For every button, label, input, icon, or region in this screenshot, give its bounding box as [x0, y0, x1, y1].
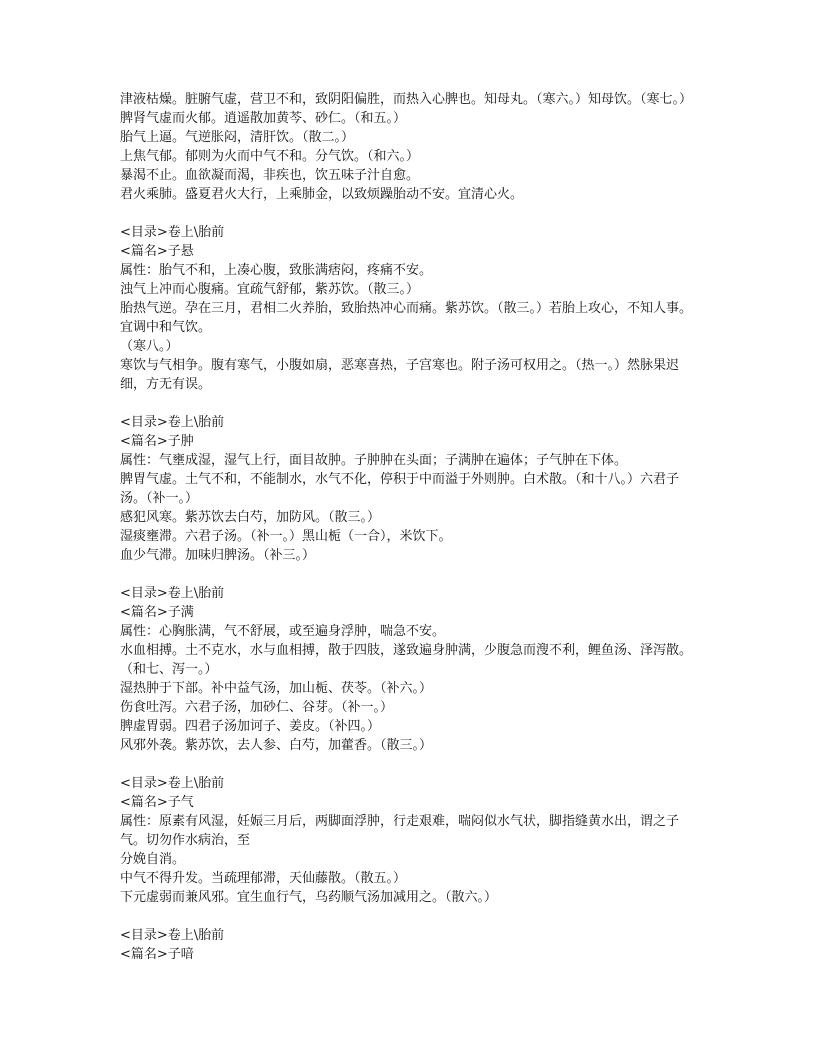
text-line: 胎气上逼。气逆胀闷，清肝饮。（散二。） — [120, 130, 355, 145]
text-line: <目录>卷上\胎前 — [120, 586, 225, 601]
text-line: 属性：心胸胀满，气不舒展，或至遍身浮肿，喘急不安。 — [120, 624, 446, 639]
text-line: 感犯风寒。紫苏饮去白芍，加防风。（散三。） — [120, 510, 381, 525]
text-line: <篇名>子悬 — [120, 244, 194, 259]
text-line: 血少气滞。加味归脾汤。（补三。） — [120, 548, 316, 563]
text-line: 上焦气郁。郁则为火而中气不和。分气饮。（和六。） — [120, 149, 420, 164]
text-line: 浊气上冲而心腹痛。宜疏气舒郁，紫苏饮。（散三。） — [120, 282, 420, 297]
text-line: 脾虚胃弱。四君子汤加诃子、姜皮。（补四。） — [120, 719, 381, 734]
text-line: 脾肾气虚而火郁。逍遥散加黄芩、砂仁。（和五。） — [120, 111, 407, 126]
text-line: 中气不得升发。当疏理郁滞，天仙藤散。（散五。） — [120, 871, 407, 886]
text-line: 分娩自消。 — [120, 852, 186, 867]
document-body — [120, 90, 700, 964]
text-line: （寒八。） — [120, 339, 179, 354]
text-line: 胎热气逆。孕在三月，君相二火养胎，致胎热冲心而痛。紫苏饮。（散三。）若胎上攻心，不知人事。宜调中和气饮。 — [120, 301, 693, 335]
text-line: <目录>卷上\胎前 — [120, 415, 225, 430]
text-line: <目录>卷上\胎前 — [120, 928, 225, 943]
text-line: 水血相搏。土不克水，水与血相搏，散于四肢，遂致遍身肿满，少腹急而溲不利，鲤鱼汤、泽泻散。（和七、泻一。） — [120, 643, 693, 677]
text-line: 属性：胎气不和，上凑心腹，致胀满痞闷，疼痛不安。 — [120, 263, 433, 278]
text-line: 下元虚弱而兼风邪。宜生血行气，乌药顺气汤加减用之。（散六。） — [120, 890, 498, 905]
blank-line — [120, 204, 700, 223]
blank-line — [120, 565, 700, 584]
text-line: <篇名>子肿 — [120, 434, 194, 449]
text-line: 寒饮与气相争。腹有寒气，小腹如扇，恶寒喜热，子宫寒也。附子汤可权用之。（热一。）然脉果迟细，方无有误。 — [120, 358, 680, 392]
text-line: 属性：原素有风湿，妊娠三月后，两脚面浮肿，行走艰难，喘闷似水气状，脚指缝黄水出，谓之子气。切勿作水病治，至 — [120, 814, 680, 848]
blank-line — [120, 394, 700, 413]
text-line: <目录>卷上\胎前 — [120, 776, 225, 791]
text-line: <篇名>子喑 — [120, 947, 194, 962]
text-line: 属性：气壅成湿，湿气上行，面目故肿。子肿肿在头面；子满肿在遍体；子气肿在下体。 — [120, 453, 628, 468]
text-line: 湿热肿于下部。补中益气汤，加山栀、茯苓。（补六。） — [120, 681, 433, 696]
blank-line — [120, 755, 700, 774]
text-line: 风邪外袭。紫苏饮，去人参、白芍，加藿香。（散三。） — [120, 738, 433, 753]
text-line: 君火乘肺。盛夏君火大行，上乘肺金，以致烦躁胎动不安。宜清心火。 — [120, 187, 524, 202]
text-line: 津液枯燥。脏腑气虚，营卫不和，致阴阳偏胜，而热入心脾也。知母丸。（寒六。）知母饮。（寒七。） — [120, 92, 693, 107]
text-line: <篇名>子满 — [120, 605, 194, 620]
text-line: 湿痰壅滞。六君子汤。（补一。）黑山栀（一合），米饮下。 — [120, 529, 452, 544]
text-line: 暴渴不止。血欲凝而渴，非疾也，饮五味子汁自愈。 — [120, 168, 420, 183]
text-line: 脾胃气虚。土气不和，不能制水，水气不化，停积于中而溢于外则肿。白术散。（和十八。）六君子汤。（补一。） — [120, 472, 680, 506]
text-line: 伤食吐泻。六君子汤，加砂仁、谷芽。（补一。） — [120, 700, 394, 715]
text-line: <目录>卷上\胎前 — [120, 225, 225, 240]
text-line: <篇名>子气 — [120, 795, 194, 810]
blank-line — [120, 907, 700, 926]
